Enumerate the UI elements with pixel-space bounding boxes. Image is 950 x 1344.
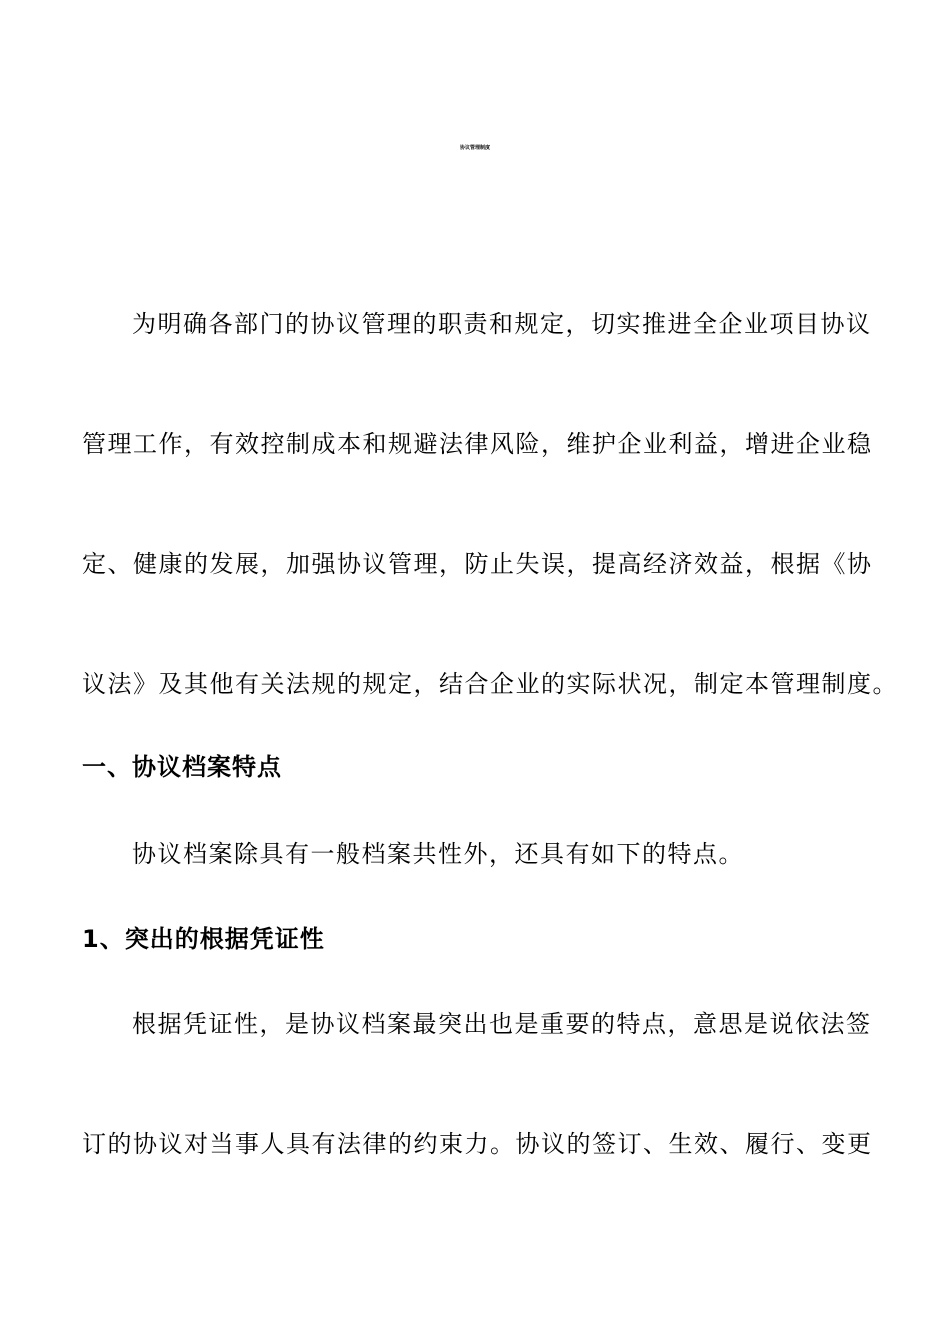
subsection1-line-2: 订的协议对当事人具有法律的约束力。协议的签订、生效、履行、变更 <box>82 1130 873 1158</box>
section1-paragraph: 协议档案除具有一般档案共性外，还具有如下的特点。 <box>132 840 744 868</box>
intro-line-1: 为明确各部门的协议管理的职责和规定，切实推进全企业项目协议 <box>132 310 872 338</box>
subsection1-line-1: 根据凭证性，是协议档案最突出也是重要的特点，意思是说依法签 <box>132 1010 872 1038</box>
intro-line-2: 管理工作，有效控制成本和规避法律风险，维护企业利益，增进企业稳 <box>82 430 873 458</box>
document-title: 协议管理制度 <box>459 145 490 151</box>
intro-line-3: 定、健康的发展，加强协议管理，防止失误，提高经济效益，根据《协 <box>82 550 873 578</box>
intro-line-4: 议法》及其他有关法规的规定，结合企业的实际状况，制定本管理制度。 <box>82 670 898 698</box>
section-heading-1: 一、协议档案特点 <box>82 753 282 781</box>
subsection-heading-1: 1、突出的根据凭证性 <box>82 925 325 953</box>
